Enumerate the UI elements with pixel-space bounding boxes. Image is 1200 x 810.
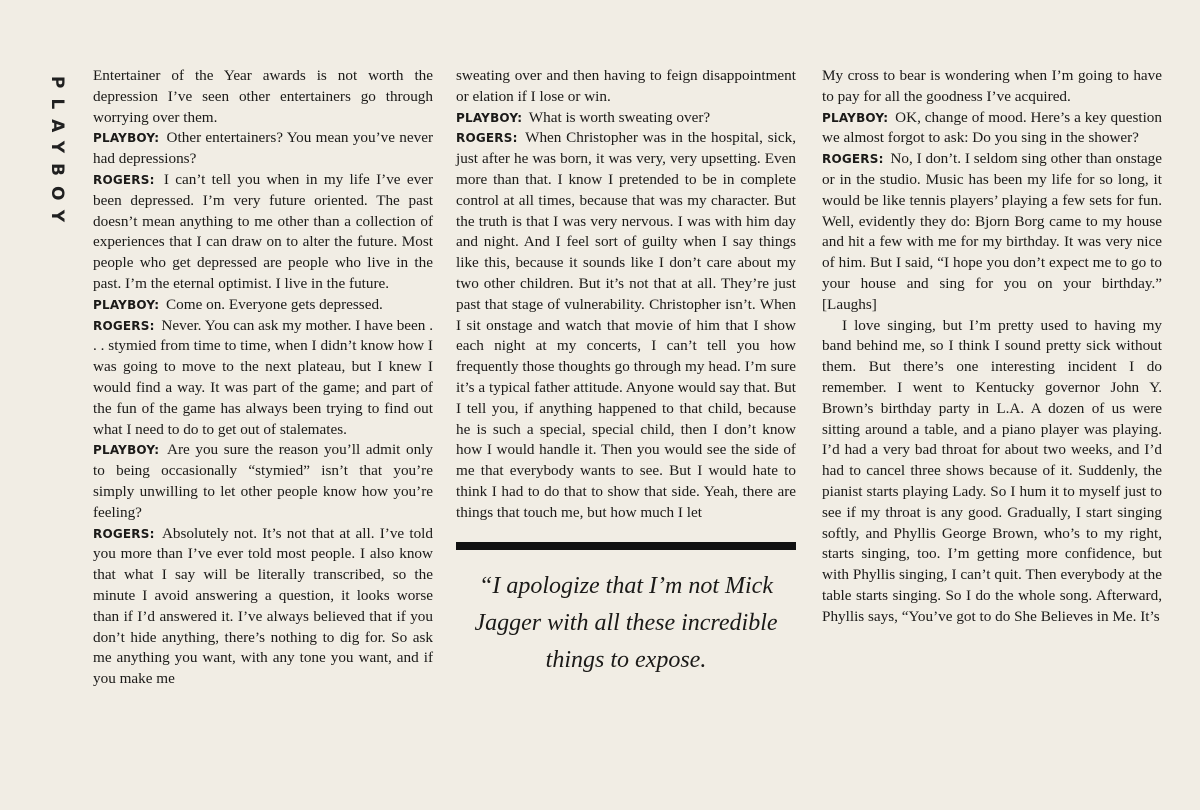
paragraph (456, 108, 796, 129)
paragraph (822, 108, 1162, 150)
text-column-3 (822, 66, 1162, 628)
paragraph-text: Entertainer of the Year awards is not worth the depression I’ve seen other entertainers go through worrying over them. (93, 67, 433, 126)
speaker-label: ROGERS: (456, 131, 518, 146)
speaker-label: ROGERS: (93, 318, 155, 333)
speaker-label: PLAYBOY: (93, 297, 160, 312)
paragraph (822, 66, 1162, 108)
pull-quote-rule (456, 542, 796, 550)
paragraph (93, 295, 433, 316)
text-column-2 (456, 66, 796, 679)
paragraph (93, 316, 433, 441)
paragraph-text: My cross to bear is wondering when I’m going to have to pay for all the goodness I’ve acquired. (822, 67, 1162, 105)
speaker-label: PLAYBOY: (93, 443, 160, 458)
paragraph-text: No, I don’t. I seldom sing other than onstage or in the studio. Music has been my life for so long, it would be like tennis players’ playing a few sets for fun. Well, evidently they do: Bjorn Borg came to my house and hit a few with me for my birthday. It was very nice of him. But I said, “I hope you don’t expect me to go to your house and sing for you on your birthday.” [Laughs] (822, 150, 1162, 313)
paragraph-text: Absolutely not. It’s not that at all. I’ve told you more than I’ve ever told most people. I also know that what I say will be literally transcribed, so the minute I avoid answering a question, it looks worse than if I’d answered it. I’ve always believed that if you don’t hide anything, there’s nothing to dig for. So ask me anything you want, with any tone you want, and if you make me (93, 524, 433, 688)
paragraph-text: I love singing, but I’m pretty used to having my band behind me, so I think I sound pretty sick without them. But there’s one interesting incident I do remember. I went to Kentucky governor John Y. Brown’s birthday party in L.A. A dozen of us were sitting around a table, and a piano player was playing. I’d had a very bad throat for about two weeks, and I’d had to cancel three shows because of it. Suddenly, the pianist starts playing Lady. So I hum it to myself just to see if my throat is any good. Gradually, I start singing softly, and Phyllis George Brown, who’s to my right, starts singing, too. I’m getting more confidence, but with Phyllis singing, I can’t quit. Then everybody at the table starts singing. So I do the whole song. Afterward, Phyllis says, “You’ve got to do She Believes in Me. It’s (822, 316, 1162, 625)
paragraph-text: OK, change of mood. Here’s a key question we almost forgot to ask: Do you sing in the shower? (822, 108, 1162, 147)
paragraph-text: When Christopher was in the hospital, sick, just after he was born, it was very, very upsetting. Even more than that. I know I pretended to be in complete control at all times, because that was my character. But the truth is that I was very nervous. I was with him day and night. And I feel sort of guilty when I say things like this, because it sounds like I don’t care about my two other children. But it’s not that at all. They’re just past that stage of vulnerability. Christopher isn’t. When I sit onstage and watch that movie of him that I show each night at my concerts, I can’t tell you how frequently those thoughts go through my head. I’m sure it’s a typical father attitude. Anyone would say that. But I tell you, if anything happened to that child, because he is such a special, special child, then I don’t know how I would handle it. Then you would see the side of me that everybody wants to see. But I would hate to think I had to do that to show that side. Yeah, there are things that touch me, but how much I let (456, 129, 796, 521)
text-column-1 (93, 66, 433, 690)
paragraph-text: I can’t tell you when in my life I’ve ever been depressed. I’m very future oriented. The past doesn’t mean anything to me other than a collection of experiences that I can draw on to alter the future. Most people who get depressed are people who live in the past. I’m the eternal optimist. I live in the future. (93, 170, 434, 292)
paragraph (456, 128, 796, 523)
speaker-label: PLAYBOY: (456, 110, 523, 125)
speaker-label: ROGERS: (93, 526, 155, 541)
paragraph (93, 170, 433, 295)
speaker-label: PLAYBOY: (93, 131, 160, 146)
paragraph (93, 128, 433, 170)
pull-quote: “I apologize that I’m not Mick Jagger with all these incredible things to expose. (474, 572, 778, 673)
paragraph (93, 524, 433, 690)
paragraph (93, 66, 433, 128)
paragraph (822, 149, 1162, 315)
paragraph-text: Come on. Everyone gets depressed. (166, 295, 383, 313)
paragraph (93, 440, 433, 523)
runner-label: PLAYBOY (47, 75, 67, 233)
paragraph-text: What is worth sweating over? (528, 108, 711, 126)
paragraph (822, 316, 1162, 628)
paragraph-text: Other entertainers? You mean you’ve never had depressions? (93, 129, 434, 168)
paragraph-text: Never. You can ask my mother. I have been . . . stymied from time to time, when I didn’t know how I was going to move to the next plateau, but I knew I would find a way. It was part of the game; and part of the fun of the game has always been trying to find out what I need to do to get out of stalemates. (93, 316, 434, 438)
paragraph (456, 66, 796, 108)
speaker-label: PLAYBOY: (822, 110, 889, 125)
running-head (42, 62, 68, 252)
paragraph-text: Are you sure the reason you’ll admit only to being occasionally “stymied” isn’t that you’re simply unwilling to let other people know how you’re feeling? (93, 441, 433, 521)
speaker-label: ROGERS: (822, 152, 884, 167)
paragraph-text: sweating over and then having to feign disappointment or elation if I lose or win. (456, 67, 796, 105)
speaker-label: ROGERS: (93, 172, 155, 187)
